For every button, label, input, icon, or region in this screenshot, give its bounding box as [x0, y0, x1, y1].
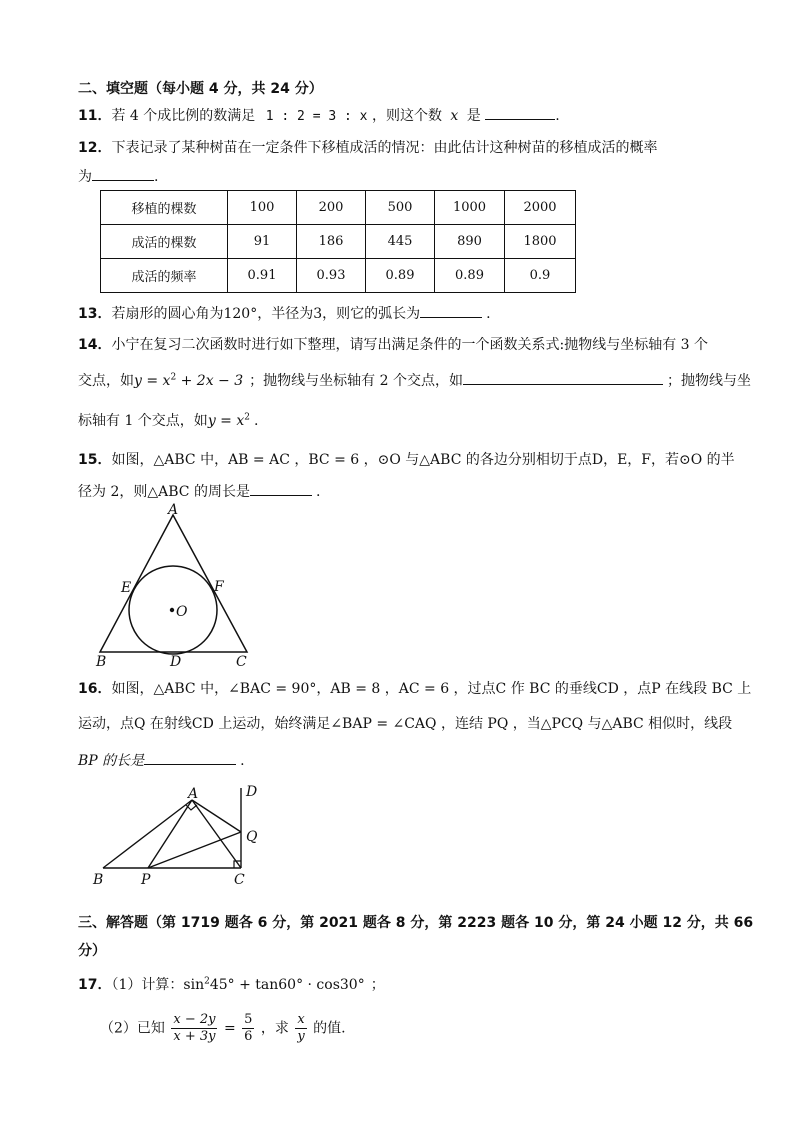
q16-line3: BP 的长是 — [78, 753, 145, 769]
table-cell: 移植的棵数 — [101, 191, 228, 225]
table-cell: 91 — [228, 225, 297, 259]
q11-ratio: 1 : 2 = 3 : x — [265, 109, 368, 124]
numerator: x − 2y — [173, 1012, 216, 1027]
table-row — [101, 259, 576, 293]
table-cell: 186 — [297, 225, 366, 259]
data-table — [100, 190, 576, 293]
table-cell: 成活的频率 — [101, 259, 228, 293]
question-15 — [78, 449, 735, 469]
table-cell: 200 — [297, 191, 366, 225]
triangle-incircle-figure — [90, 500, 260, 672]
label-q: Q — [246, 829, 258, 845]
question-17 — [78, 974, 385, 994]
q17-expr-b: 45° + tan60° · cos30° — [209, 977, 365, 993]
q14-line2-a: 交点，如 — [78, 373, 134, 389]
label-d: D — [170, 654, 182, 670]
segment-aq — [192, 800, 241, 832]
label-f: F — [214, 579, 224, 595]
denominator: x + 3y — [173, 1029, 216, 1044]
answer-blank[interactable] — [463, 370, 663, 385]
q11-text-b: ，则这个数 — [371, 108, 442, 124]
table-cell: 100 — [228, 191, 297, 225]
question-15-line2 — [78, 481, 320, 501]
question-14-line2 — [78, 370, 751, 390]
q14-line3-a: 标轴有 1 个交点，如 — [78, 413, 208, 429]
question-16-line2 — [78, 713, 732, 733]
numerator: x — [297, 1012, 305, 1027]
denominator: y — [297, 1029, 305, 1044]
q16-line1: 如图，△ABC 中，∠BAC = 90°，AB = 8 ，AC = 6 ，过点C 作 BC 的垂线CD ，点P 在线段 BC 上 — [111, 681, 752, 697]
table-cell: 0.9 — [505, 259, 576, 293]
question-14-line3 — [78, 410, 258, 430]
segment-pq — [148, 832, 241, 868]
table-cell: 0.89 — [366, 259, 435, 293]
q17-part2-mid: ，求 — [260, 1020, 289, 1037]
table-cell: 0.89 — [435, 259, 505, 293]
question-16 — [78, 678, 751, 698]
label-o: O — [176, 604, 188, 620]
question-number: 13． — [78, 306, 112, 322]
table-cell: 890 — [435, 225, 505, 259]
q14-line2-c: ；抛物线与坐 — [666, 373, 751, 389]
table-row — [101, 191, 576, 225]
question-number: 11． — [78, 108, 112, 124]
segment-ab — [103, 800, 192, 868]
question-number: 16． — [78, 681, 112, 697]
q16-line2: 运动，点Q 在射线CD 上运动，始终满足∠BAP = ∠CAQ ，连结 PQ ，当△PCQ 与△ABC 相似时，线段 — [78, 716, 733, 732]
label-e: E — [121, 580, 132, 596]
q11-var: x — [450, 108, 459, 124]
q14-eq1-sup: 2 — [170, 372, 177, 383]
answer-blank[interactable] — [485, 105, 555, 120]
q14-eq2: y = x — [207, 413, 245, 429]
q11-text-c: 是 — [466, 108, 481, 124]
table-cell: 0.93 — [297, 259, 366, 293]
fraction — [242, 1012, 254, 1045]
q14-line2-b: ；抛物线与坐标轴有 2 个交点，如 — [249, 373, 463, 389]
q12-end: . — [154, 169, 159, 185]
q15-line1: 如图，△ABC 中，AB = AC ，BC = 6 ，⊙O 与△ABC 的各边分别相切于点D，E，F，若⊙O 的半 — [111, 452, 735, 468]
q17-part1-label: （1）计算： — [111, 977, 184, 993]
question-number: 14． — [78, 337, 112, 353]
q13-end: . — [486, 306, 491, 322]
q14-eq1-b: + 2x − 3 — [176, 373, 244, 389]
label-b: B — [96, 654, 107, 670]
question-12-line2 — [78, 166, 158, 186]
section-title: 三、解答题（第 1719 题各 6 分，第 2021 题各 8 分，第 2223 题各 10 分，第 24 小题 12 分，共 66 — [78, 915, 754, 931]
equals-sign: = — [223, 1020, 236, 1037]
answer-blank[interactable] — [144, 750, 236, 765]
question-17-part2 — [100, 1012, 346, 1045]
label-c: C — [236, 654, 247, 670]
question-12 — [78, 137, 657, 157]
q14-line3-b: . — [253, 413, 259, 429]
q15-line2: 径为 2，则△ABC 的周长是 — [78, 484, 250, 500]
label-b: B — [93, 872, 104, 888]
question-number: 15． — [78, 452, 112, 468]
label-a: A — [188, 786, 199, 802]
q17-expr-a: sin — [183, 977, 205, 993]
label-c: C — [234, 872, 245, 888]
q17-sup: 2 — [204, 976, 210, 987]
question-13 — [78, 303, 491, 323]
label-d: D — [246, 784, 258, 800]
question-14 — [78, 334, 708, 354]
q12-line2: 为 — [78, 169, 92, 185]
question-11 — [78, 105, 560, 125]
fraction — [171, 1012, 217, 1045]
section-title: 二、填空题（每小题 4 分，共 24 分） — [78, 81, 323, 97]
table-row — [101, 225, 576, 259]
table-cell: 1000 — [435, 191, 505, 225]
q17-part2-label: （2）已知 — [100, 1020, 165, 1037]
segment-ac — [192, 800, 241, 868]
table-cell: 0.91 — [228, 259, 297, 293]
center-point — [170, 608, 174, 612]
q11-end: . — [555, 108, 560, 124]
q13-text: 若扇形的圆心角为120°，半径为3，则它的弧长为 — [111, 306, 421, 322]
section-title-line2: 分） — [78, 943, 106, 959]
q14-eq2-sup: 2 — [244, 412, 250, 423]
question-number: 12． — [78, 140, 112, 156]
question-number: 17． — [78, 977, 112, 993]
table-cell: 445 — [366, 225, 435, 259]
answer-blank[interactable] — [420, 303, 482, 318]
segment-ap — [148, 800, 192, 868]
table-cell: 2000 — [505, 191, 576, 225]
denominator: 6 — [244, 1029, 253, 1044]
q17-part1-end: ； — [370, 977, 385, 993]
q15-end: . — [315, 484, 321, 500]
label-a: A — [168, 502, 179, 518]
answer-blank[interactable] — [92, 166, 154, 181]
q14-eq1: y = x — [134, 373, 171, 389]
similar-triangles-figure — [88, 780, 278, 890]
question-16-line3 — [78, 750, 245, 770]
q12-text: 下表记录了某种树苗在一定条件下移植成活的情况：由此估计这种树苗的移植成活的概率 — [111, 140, 658, 156]
table-cell: 500 — [366, 191, 435, 225]
answer-blank[interactable] — [250, 481, 312, 496]
numerator: 5 — [244, 1012, 253, 1027]
q11-text-a: 若 4 个成比例的数满足 — [111, 108, 256, 124]
table-cell: 成活的棵数 — [101, 225, 228, 259]
q16-end: . — [240, 753, 245, 769]
table-cell: 1800 — [505, 225, 576, 259]
label-p: P — [141, 872, 151, 888]
q14-line1: 小宁在复习二次函数时进行如下整理，请写出满足条件的一个函数关系式:抛物线与坐标轴有 3 个 — [111, 337, 709, 353]
fraction — [295, 1012, 306, 1045]
q17-part2-end: 的值. — [313, 1020, 346, 1037]
